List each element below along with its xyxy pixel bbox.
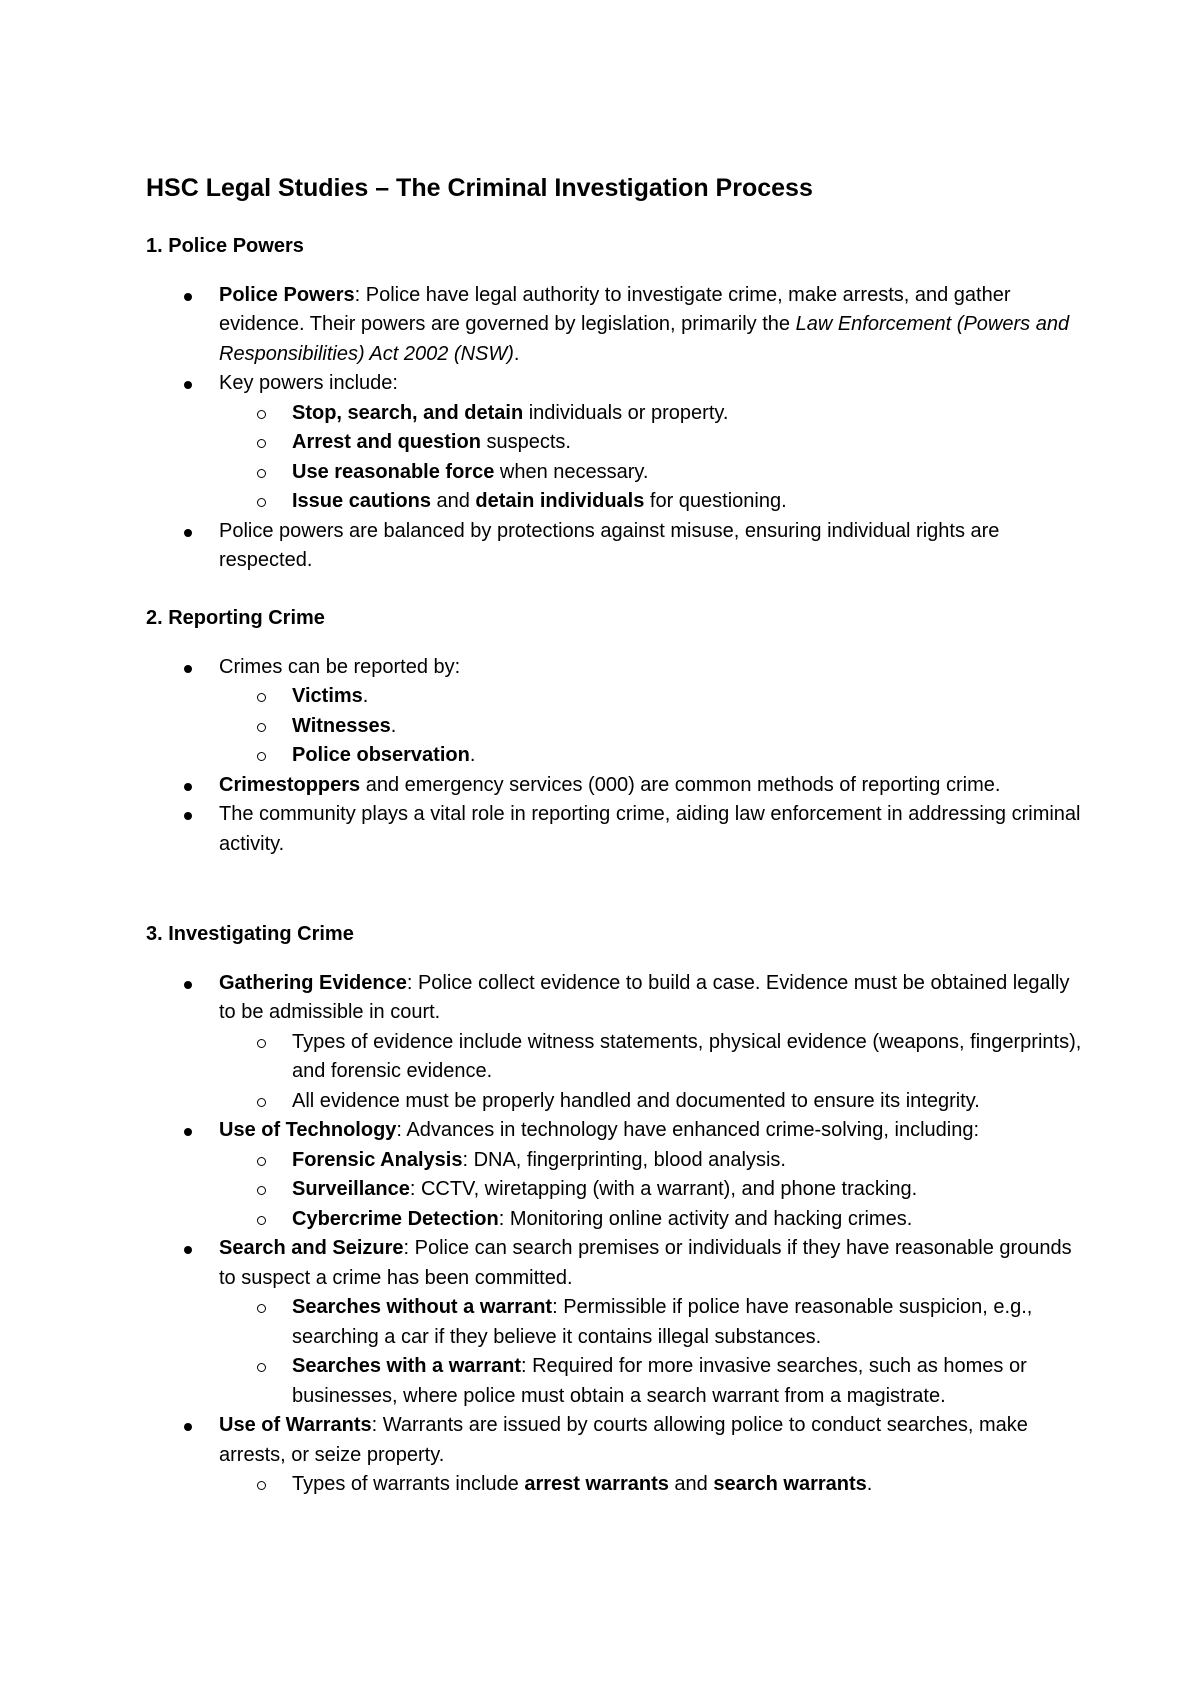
circle-bullet-icon — [257, 1039, 266, 1048]
item-bold: Victims — [292, 685, 363, 707]
sub-list — [219, 1028, 1086, 1117]
circle-bullet-icon — [257, 1098, 266, 1107]
item-bold: Searches with a warrant — [292, 1355, 521, 1377]
item-text: . — [390, 714, 397, 737]
item-text: . — [362, 685, 369, 707]
sub-list-item — [219, 1175, 1086, 1205]
item-bold: Use of Technology — [219, 1119, 397, 1141]
bullet-icon — [184, 529, 192, 537]
item-text: suspects. — [480, 431, 571, 453]
sub-list — [219, 1470, 1086, 1500]
list-item — [146, 1116, 1086, 1234]
sub-list-item — [219, 399, 1086, 429]
list-item — [146, 1234, 1086, 1411]
item-text: for questioning. — [644, 490, 787, 512]
list-item — [146, 771, 1086, 801]
sub-list — [219, 1146, 1086, 1235]
sub-list-item — [219, 741, 1086, 771]
item-bold: Gathering Evidence — [219, 971, 407, 994]
item-text: : Police collect evidence to build a case. Evidence must be obtained legally to be admissible in court. — [219, 971, 1070, 1023]
item-bold: Issue cautions — [292, 490, 431, 512]
circle-bullet-icon — [257, 693, 266, 702]
circle-bullet-icon — [257, 1304, 266, 1313]
item-bold: Forensic Analysis — [292, 1148, 463, 1171]
sub-list-item — [219, 458, 1086, 488]
item-bold: Police observation — [292, 744, 470, 766]
item-bold: Searches without a warrant — [292, 1296, 553, 1318]
list-item — [146, 800, 1086, 859]
item-text: The community plays a vital role in reporting crime, aiding law enforcement in addressing criminal activity. — [219, 803, 1081, 855]
list-item — [146, 969, 1086, 1117]
circle-bullet-icon — [257, 1186, 266, 1195]
item-bold: arrest warrants — [524, 1473, 669, 1495]
item-text: : Permissible if police have reasonable suspicion, e.g., searching a car if they believe it contains illegal substances. — [292, 1296, 1033, 1348]
item-bold: Crimestoppers — [219, 773, 361, 796]
item-bold: Use of Warrants — [219, 1414, 372, 1436]
bullet-icon — [184, 381, 192, 389]
item-text: Police powers are balanced by protections against misuse, ensuring individual rights are respected. — [219, 519, 1000, 571]
item-text: : DNA, fingerprinting, blood analysis. — [462, 1148, 786, 1171]
item-end: . — [513, 342, 520, 365]
bullet-icon — [184, 1246, 192, 1254]
item-text: : CCTV, wiretapping (with a warrant), and phone tracking. — [409, 1178, 918, 1200]
sub-list-item — [219, 1146, 1086, 1176]
list-item — [146, 281, 1086, 370]
sub-list-item — [219, 682, 1086, 712]
sub-list — [219, 682, 1086, 771]
sub-list-item — [219, 712, 1086, 742]
document-title: HSC Legal Studies – The Criminal Investigation Process — [146, 174, 813, 202]
circle-bullet-icon — [257, 469, 266, 478]
bullet-icon — [184, 783, 192, 791]
item-bold: search warrants — [713, 1473, 867, 1495]
sub-list-item — [219, 1028, 1086, 1087]
section-heading: 3. Investigating Crime — [146, 923, 354, 945]
bullet-icon — [184, 1128, 192, 1136]
section-investigating-crime — [146, 920, 1086, 1500]
item-text: : Warrants are issued by courts allowing police to conduct searches, make arrests, or seize property. — [219, 1414, 1028, 1466]
item-bold: Police Powers — [219, 283, 355, 306]
item-bold: Search and Seizure — [219, 1237, 404, 1259]
item-bold: Witnesses — [292, 714, 391, 737]
item-bold: Cybercrime Detection — [292, 1207, 499, 1230]
section-reporting-crime — [146, 604, 1086, 859]
item-text: : Required for more invasive searches, such as homes or businesses, where police must obtain a search warrant from a magistrate. — [292, 1355, 1027, 1407]
act-title: Law Enforcement (Powers and Responsibilities) Act 2002 (NSW) — [219, 313, 1070, 365]
item-text: and emergency services (000) are common methods of reporting crime. — [360, 773, 1001, 796]
item-text: Crimes can be reported by: — [219, 655, 461, 678]
item-text: individuals or property. — [523, 401, 729, 424]
circle-bullet-icon — [257, 1363, 266, 1372]
item-bold: detain individuals — [475, 490, 645, 512]
bullet-icon — [184, 1423, 192, 1431]
bullet-icon — [184, 812, 192, 820]
item-text: All evidence must be properly handled and documented to ensure its integrity. — [292, 1089, 980, 1112]
list-item — [146, 517, 1086, 576]
circle-bullet-icon — [257, 723, 266, 732]
sub-list — [219, 1293, 1086, 1411]
item-end: . — [866, 1473, 873, 1495]
item-text: and — [430, 490, 476, 512]
item-text: : Police can search premises or individuals if they have reasonable grounds to suspect a crime has been committed. — [219, 1237, 1072, 1289]
bullet-list — [146, 969, 1086, 1500]
sub-list-item — [219, 1087, 1086, 1117]
circle-bullet-icon — [257, 439, 266, 448]
sub-list — [219, 399, 1086, 517]
list-item — [146, 369, 1086, 517]
item-text: Key powers include: — [219, 372, 398, 394]
sub-list-item — [219, 1205, 1086, 1235]
sub-list-item — [219, 1352, 1086, 1411]
sub-list-item — [219, 428, 1086, 458]
circle-bullet-icon — [257, 1481, 266, 1490]
item-bold: Use reasonable force — [292, 460, 495, 483]
bullet-icon — [184, 981, 192, 989]
bullet-list — [146, 653, 1086, 860]
bullet-list — [146, 281, 1086, 576]
bullet-icon — [184, 665, 192, 673]
item-text: . — [469, 744, 476, 766]
item-bold: Stop, search, and detain — [292, 401, 524, 424]
section-heading: 2. Reporting Crime — [146, 607, 325, 629]
item-text: : Monitoring online activity and hacking crimes. — [498, 1207, 913, 1230]
circle-bullet-icon — [257, 498, 266, 507]
sub-list-item — [219, 487, 1086, 517]
section-police-powers — [146, 232, 1086, 576]
circle-bullet-icon — [257, 1157, 266, 1166]
item-bold: Surveillance — [292, 1178, 410, 1200]
circle-bullet-icon — [257, 752, 266, 761]
section-heading: 1. Police Powers — [146, 235, 304, 257]
item-text: Types of warrants include — [292, 1473, 525, 1495]
sub-list-item — [219, 1293, 1086, 1352]
circle-bullet-icon — [257, 410, 266, 419]
item-text: and — [668, 1473, 714, 1495]
item-bold: Arrest and question — [292, 431, 481, 453]
item-text: when necessary. — [494, 460, 649, 483]
item-text: Types of evidence include witness statements, physical evidence (weapons, fingerprints), and forensic evidence. — [292, 1030, 1082, 1082]
list-item — [146, 1411, 1086, 1500]
item-text: : Police have legal authority to investigate crime, make arrests, and gather evidence. Their powers are governed by legislation, primarily the — [219, 283, 1011, 335]
circle-bullet-icon — [257, 1216, 266, 1225]
sub-list-item — [219, 1470, 1086, 1500]
item-text: : Advances in technology have enhanced crime-solving, including: — [396, 1119, 979, 1141]
list-item — [146, 653, 1086, 771]
bullet-icon — [184, 293, 192, 301]
